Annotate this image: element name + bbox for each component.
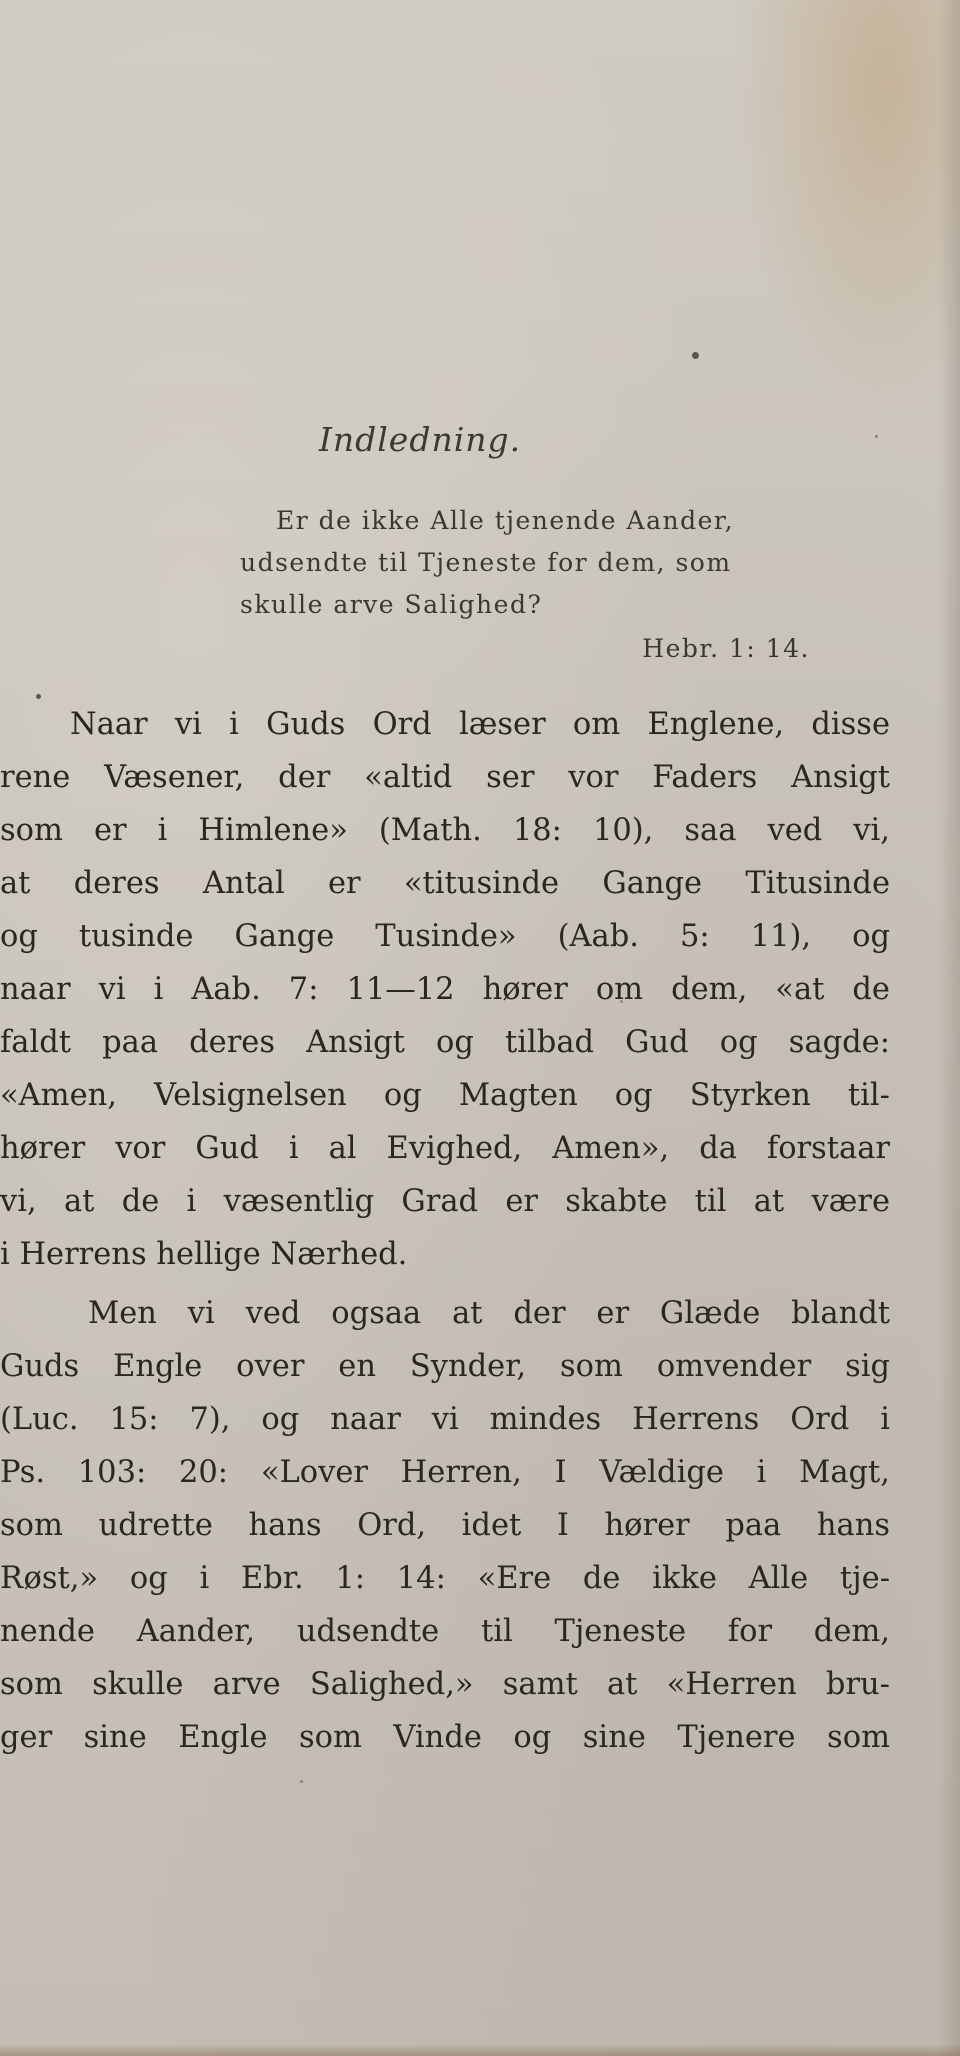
text-line: faldt paa deres Ansigt og tilbad Gud og sagde: bbox=[0, 1025, 890, 1060]
epigraph-line: Er de ikke Alle tjenende Aander, bbox=[276, 506, 735, 535]
text-line: i Herrens hellige Nærhed. bbox=[0, 1237, 408, 1272]
text-line: ger sine Engle som Vinde og sine Tjenere som bbox=[0, 1720, 890, 1755]
text-line: Naar vi i Guds Ord læser om Englene, disse bbox=[70, 707, 890, 742]
page-bottom-edge bbox=[0, 2044, 960, 2056]
text-line: Men vi ved ogsaa at der er Glæde blandt bbox=[88, 1296, 890, 1331]
text-line: som skulle arve Salighed,» samt at «Herren bru- bbox=[0, 1667, 890, 1702]
text-line: hører vor Gud i al Evighed, Amen», da forstaar bbox=[0, 1131, 890, 1166]
text-line: nende Aander, udsendte til Tjeneste for dem, bbox=[0, 1614, 890, 1649]
text-line: Røst,» og i Ebr. 1: 14: «Ere de ikke Alle tje- bbox=[0, 1561, 890, 1596]
text-line: som er i Himlene» (Math. 18: 10), saa ved vi, bbox=[0, 813, 890, 848]
paragraph-1 bbox=[0, 698, 890, 1281]
epigraph-line: skulle arve Salighed? bbox=[240, 590, 543, 619]
text-line: vi, at de i væsentlig Grad er skabte til at være bbox=[0, 1184, 890, 1219]
paper-speck bbox=[875, 435, 878, 438]
text-line: som udrette hans Ord, idet I hører paa hans bbox=[0, 1508, 890, 1543]
text-line: Guds Engle over en Synder, som omvender sig bbox=[0, 1349, 890, 1384]
text-line: (Luc. 15: 7), og naar vi mindes Herrens Ord i bbox=[0, 1402, 890, 1437]
paragraph-2 bbox=[0, 1287, 890, 1764]
text-line: og tusinde Gange Tusinde» (Aab. 5: 11), og bbox=[0, 919, 890, 954]
epigraph-reference: Hebr. 1: 14. bbox=[642, 634, 810, 663]
epigraph bbox=[240, 500, 860, 670]
epigraph-line: udsendte til Tjeneste for dem, som bbox=[240, 548, 732, 577]
chapter-heading: Indledning. bbox=[318, 420, 522, 459]
text-line: naar vi i Aab. 7: 11—12 hører om dem, «at de bbox=[0, 972, 890, 1007]
text-line: rene Væsener, der «altid ser vor Faders Ansigt bbox=[0, 760, 890, 795]
page-edge-shadow bbox=[938, 0, 960, 2056]
paper-speck bbox=[692, 352, 699, 359]
body-text bbox=[0, 698, 890, 1764]
text-line: Ps. 103: 20: «Lover Herren, I Vældige i Magt, bbox=[0, 1455, 890, 1490]
text-line: «Amen, Velsignelsen og Magten og Styrken til- bbox=[0, 1078, 890, 1113]
text-line: at deres Antal er «titusinde Gange Titusinde bbox=[0, 866, 890, 901]
paper-speck bbox=[300, 1780, 303, 1783]
